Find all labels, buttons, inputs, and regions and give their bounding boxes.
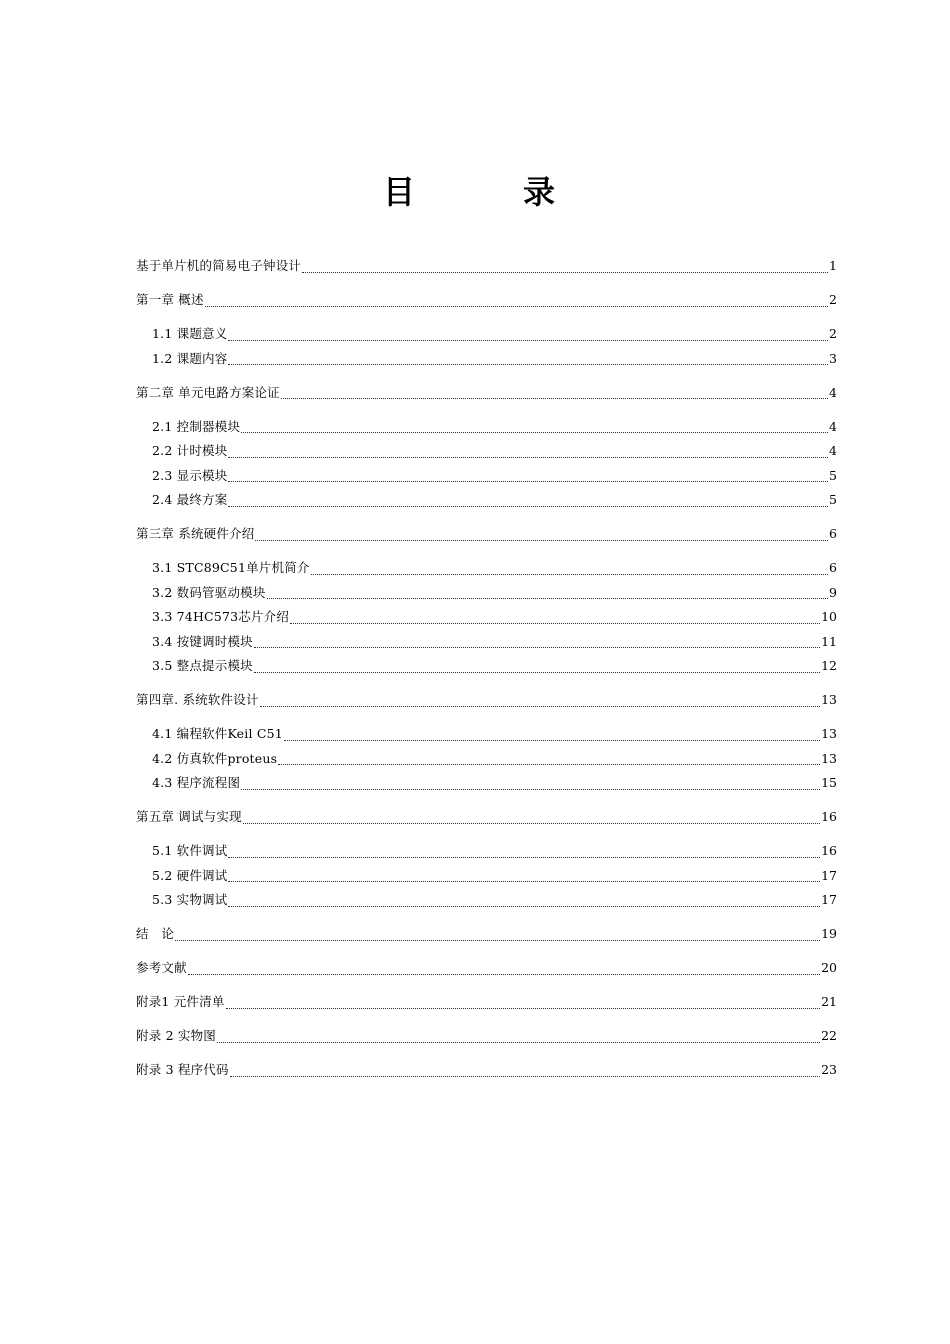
dot-leader — [205, 302, 828, 307]
toc-entry-label: 5.2 硬件调试 — [152, 867, 228, 883]
dot-leader — [255, 536, 828, 541]
toc-entry-label: 4.2 仿真软件proteus — [152, 750, 278, 766]
toc-entry[interactable] — [136, 607, 837, 627]
toc-entry-page-number: 4 — [829, 418, 837, 434]
toc-entry[interactable] — [136, 992, 837, 1012]
toc-entry-label: 第三章 系统硬件介绍 — [136, 526, 255, 541]
toc-entry[interactable] — [136, 349, 837, 369]
dot-leader — [254, 668, 820, 673]
dot-leader — [243, 819, 820, 824]
dot-leader — [311, 570, 828, 575]
dot-leader — [230, 1072, 820, 1077]
toc-entry-page-number: 19 — [821, 926, 837, 941]
toc-entry-page-number: 3 — [829, 350, 837, 366]
toc-entry[interactable] — [136, 256, 837, 276]
toc-entry[interactable] — [136, 324, 837, 344]
toc-entry-label: 3.4 按键调时模块 — [152, 633, 253, 649]
toc-entry[interactable] — [136, 749, 837, 769]
dot-leader — [278, 760, 820, 765]
toc-entry-label: 结 论 — [136, 926, 175, 941]
toc-entry-label: 2.3 显示模块 — [152, 467, 228, 483]
dot-leader — [228, 502, 828, 507]
toc-entry-label: 5.1 软件调试 — [152, 843, 228, 858]
toc-entry-page-number: 6 — [829, 560, 837, 575]
toc-entry-label: 附录 3 程序代码 — [136, 1062, 229, 1077]
dot-leader — [228, 477, 828, 482]
dot-leader — [267, 594, 828, 599]
toc-entry[interactable] — [136, 841, 837, 861]
toc-entry-label: 第四章. 系统软件设计 — [136, 692, 259, 707]
toc-entry-page-number: 9 — [829, 584, 837, 600]
toc-entry-label: 第一章 概述 — [136, 292, 204, 307]
toc-entry-label: 3.1 STC89C51单片机简介 — [152, 560, 310, 575]
toc-entry-page-number: 15 — [821, 775, 837, 790]
toc-entry[interactable] — [136, 924, 837, 944]
dot-leader — [281, 394, 828, 399]
toc-entry-page-number: 22 — [821, 1028, 837, 1043]
toc-entry-label: 5.3 实物调试 — [152, 892, 228, 907]
toc-entry-label: 4.3 程序流程图 — [152, 775, 241, 790]
toc-entry-page-number: 4 — [829, 384, 837, 400]
toc-entry[interactable] — [136, 690, 837, 710]
toc-entry-label: 1.2 课题内容 — [152, 350, 228, 366]
toc-entry[interactable] — [136, 383, 837, 403]
toc-entry[interactable] — [136, 417, 837, 437]
toc-entry-page-number: 2 — [829, 292, 837, 307]
toc-entry-page-number: 13 — [821, 750, 837, 766]
toc-entry-page-number: 21 — [821, 994, 837, 1009]
toc-entry-label: 2.1 控制器模块 — [152, 418, 241, 434]
toc-entry-label: 附录1 元件清单 — [136, 994, 225, 1009]
toc-entry-page-number: 16 — [821, 843, 837, 858]
toc-entry-label: 2.2 计时模块 — [152, 443, 228, 458]
toc-entry-page-number: 11 — [821, 633, 837, 649]
toc-entry[interactable] — [136, 958, 837, 978]
toc-entry-page-number: 17 — [821, 867, 837, 883]
toc-entry[interactable] — [136, 656, 837, 676]
toc-entry-label: 附录 2 实物图 — [136, 1028, 216, 1043]
toc-entry[interactable] — [136, 441, 837, 461]
toc-entry-page-number: 2 — [829, 326, 837, 341]
toc-entry[interactable] — [136, 632, 837, 652]
toc-entry-page-number: 20 — [821, 960, 837, 975]
toc-entry-page-number: 5 — [829, 492, 837, 507]
toc-entry-label: 1.1 课题意义 — [152, 326, 228, 341]
dot-leader — [228, 453, 828, 458]
toc-entry-label: 4.1 编程软件Keil C51 — [152, 726, 283, 741]
toc-entry[interactable] — [136, 558, 837, 578]
toc-title: 目 录 — [382, 173, 593, 211]
toc-entry[interactable] — [136, 583, 837, 603]
toc-entry[interactable] — [136, 773, 837, 793]
toc-entry-page-number: 13 — [821, 692, 837, 707]
toc-entry-page-number: 23 — [821, 1062, 837, 1077]
toc-entry-label: 参考文献 — [136, 960, 187, 975]
toc-entry-label: 3.5 整点提示模块 — [152, 658, 253, 673]
dot-leader — [228, 877, 820, 882]
dot-leader — [260, 702, 820, 707]
toc-list — [136, 256, 837, 1080]
toc-entry-label: 第五章 调试与实现 — [136, 809, 242, 824]
toc-entry-label: 3.3 74HC573芯片介绍 — [152, 609, 290, 624]
dot-leader — [254, 643, 820, 648]
dot-leader — [226, 1004, 821, 1009]
toc-entry-label: 2.4 最终方案 — [152, 492, 228, 507]
toc-entry-page-number: 10 — [821, 609, 837, 624]
dot-leader — [217, 1038, 820, 1043]
toc-entry[interactable] — [136, 890, 837, 910]
dot-leader — [188, 970, 820, 975]
dot-leader — [175, 936, 820, 941]
toc-entry[interactable] — [136, 524, 837, 544]
dot-leader — [228, 902, 820, 907]
toc-entry-page-number: 6 — [829, 526, 837, 541]
dot-leader — [241, 428, 828, 433]
toc-entry[interactable] — [136, 807, 837, 827]
dot-leader — [302, 268, 828, 273]
toc-entry-label: 3.2 数码管驱动模块 — [152, 584, 266, 600]
toc-entry-page-number: 1 — [829, 258, 837, 273]
toc-entry[interactable] — [136, 290, 837, 310]
toc-entry-page-number: 17 — [821, 892, 837, 907]
toc-entry[interactable] — [136, 724, 837, 744]
toc-entry[interactable] — [136, 1026, 837, 1046]
toc-entry[interactable] — [136, 1060, 837, 1080]
dot-leader — [228, 336, 828, 341]
toc-entry-page-number: 13 — [821, 726, 837, 741]
dot-leader — [290, 619, 820, 624]
toc-entry[interactable] — [136, 466, 837, 486]
toc-entry[interactable] — [136, 490, 837, 510]
toc-entry-page-number: 12 — [821, 658, 837, 673]
toc-entry-page-number: 4 — [829, 443, 837, 458]
dot-leader — [228, 360, 828, 365]
dot-leader — [284, 736, 820, 741]
dot-leader — [241, 785, 820, 790]
dot-leader — [228, 853, 820, 858]
toc-entry-label: 第二章 单元电路方案论证 — [136, 384, 280, 400]
toc-entry-page-number: 16 — [821, 809, 837, 824]
toc-entry-page-number: 5 — [829, 467, 837, 483]
toc-entry-label: 基于单片机的简易电子钟设计 — [136, 258, 302, 273]
toc-entry[interactable] — [136, 866, 837, 886]
